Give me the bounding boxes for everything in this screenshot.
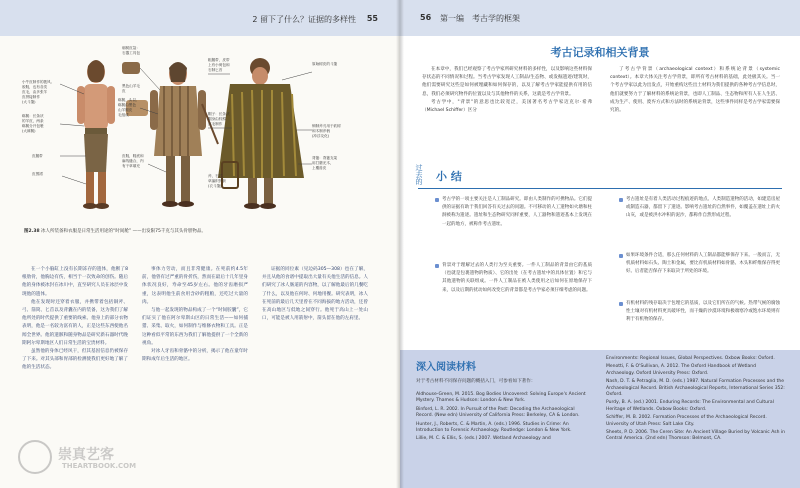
further-reading-box bbox=[400, 350, 800, 488]
reference-item: Binford, L. R. 2002. In Pursuit of the Past: Decoding the Archaeological Record. (New edn) University of California Press: Berkeley, CA & London. bbox=[416, 406, 580, 419]
summary-side-tag: 过去的 bbox=[415, 164, 423, 185]
reference-item: Purdy, B. A. (ed.) 2001. Enduring Records: The Environmental and Cultural Heritage of Wetlands. Oxbow Books: Oxford. bbox=[606, 400, 774, 412]
left-col1-para-3: 虽然他的身体已经风干，但其基因信息仍被保存了下来。对其头部和胃部的检测使我们更好地了解了他的生活状态。 bbox=[22, 349, 128, 371]
reference-item: Menotti, F. & O'Sullivan, A. 2012. The Oxford Handbook of Wetland Archaeology. Oxford University Press: Oxford. bbox=[606, 364, 756, 376]
summary-bullet-right-3: 有机材料的残存取决于包埋它的基质，以及它们所在的气候。热带气候的腐蚀性土壤对有机材料更具破坏性，而干燥的沙漠环境和极端寒冷或饱水环境则有利于有机物的保存。 bbox=[626, 300, 780, 325]
left-col3-para-1: 证据的同位素（见边码305—308）也在了解，并且从他的食谱中提取出大量有关他生活的信息。人们研究了冰人肠道的内容物，以了解他最后的几餐吃了什么，以及他在何时、何地用餐。研究表明，冰人在死前的最后几天里曾在不同海拔的地方活动，还曾在高山地区与低地之间穿行。他死于高山上一处山口，可能是被人用箭射中，箭头留在他的左肩里。 bbox=[262, 267, 368, 322]
summary-bullet-right-1: 考古遗址是有着人类活动过程痕迹的地点。人类制造遗物的活动，如建造房屋或制造石器，都留下了遗迹。影响考古遗址的自然事件，如覆盖在遗址上的火山灰，或是被洪水冲积的泥沙，都称作自然形成过程。 bbox=[626, 196, 780, 221]
left-col2-para-2: 与他一起发现的物品构成了一个“时间胶囊”，它们证实了他在阿尔卑斯山区的日常生活——如何捕猎、采集、取火，如何制作与维修衣物和工具。正是这种看似平常的东西为我们了解他提供了一个全新的视角。 bbox=[142, 308, 248, 346]
reference-item: Environments: Regional Issues, Global Perspectives. Oxbow Books: Oxford. bbox=[606, 356, 775, 361]
left-col2-para-3: 对冰人牙齿和骨骼中的分析，揭示了他在童年时期和成年后生活的地区。 bbox=[142, 349, 248, 363]
iceman-figure bbox=[22, 44, 372, 222]
right-col2-para-1: 了考古学背景（archaeological context）和系统论背景（systemic context）。本章大体关注考古学背景，即所有考古材料的基础，此处极其关。当一个考古学家以此为出发点，开始重构这些出土材料为我们提供的各种考古学信息时，他们就要努力于了解材料的系统论背景，也即人工制品、生态物和所有人在人生活、成为生产、使用、废弃方式和方法时的系统论背景，这些事件同样是考古学家需要探究的。 bbox=[610, 67, 780, 114]
reference-item: Schiffer, M. B. 2002. Formation Processes of the Archaeological Record. University of Utah Press: Salt Lake City. bbox=[606, 415, 767, 427]
left-header-text: 2 留下了什么？证据的多样性 bbox=[252, 15, 356, 24]
references-left-column bbox=[416, 392, 592, 445]
references-right-column bbox=[606, 356, 786, 445]
further-reading-intro: 对于考古材料不同保存问题的概括入门，可参看如下著作： bbox=[416, 379, 536, 384]
reference-item: Sheets, P. D. 2006. The Ceren Site: An Ancient Village Buried by Volcanic Ash in Central America. (2nd edn) Thomson: Belmont, CA. bbox=[606, 430, 786, 442]
left-page-header bbox=[0, 0, 400, 36]
figure-label-12: 原始树皮的斗篷 bbox=[312, 62, 338, 66]
left-body-column-1 bbox=[22, 266, 128, 373]
right-page-number: 56 bbox=[420, 13, 432, 22]
right-body-column-2 bbox=[610, 66, 780, 115]
left-col2-para-1: 事体力劳动，而且非常健康。在死前约4.5年前，他曾有过严重的骨折伤，然而在最后十几年里身体状况良好，寿命至45岁左右。他的牙齿磨损严重，这表明他生前食用含砂的粗粮，还吃过大量的肉。 bbox=[142, 267, 248, 305]
summary-title: 小 结 bbox=[436, 170, 462, 183]
figure-label-7: 绑腿、头以, 绑腿由黑色 山羊腿皮 毛组成 bbox=[118, 98, 138, 117]
figure-label-2: 绑腿：长条状 的羊皮，两条 绑腿分开包裹 (大裤腿) bbox=[22, 114, 44, 133]
figure-caption-text: 冰人所装备和衣服是日常生活用途的“时间舱” ——出发限75千克与其头骨胆物品。 bbox=[41, 229, 206, 234]
figure-label-9: 粗腰带，皮带 上有小荷包和 石制匕首 bbox=[208, 58, 230, 72]
figure-label-10: 帽子：长条状 帽身由棕熊 皮毛制作 bbox=[208, 112, 230, 126]
figure-label-6: 黑色山羊毛 皮 bbox=[122, 84, 140, 93]
figure-label-3: 皮腰带 bbox=[32, 154, 43, 158]
figure-label-13: 铜制斧刃用于砍树 和木制斧柄 (冲浮友化) bbox=[312, 124, 341, 138]
figure-label-1: 小牛皮制作的披风, 胶鞋，也有各类 皮毛，由多张羊 皮拼接制作 (大斗篷) bbox=[22, 80, 52, 104]
watermark-text: 崇真艺客 bbox=[58, 447, 114, 463]
section-title: 考古记录和相关背景 bbox=[550, 46, 650, 59]
right-body-column-1 bbox=[422, 66, 592, 115]
reference-item: Hunter, J., Roberts, C. & Martin, A. (eds.) 1996. Studies in Crime: An Introduction to Forensic Archaeology. Routledge: London & New York. bbox=[416, 421, 572, 434]
figure-label-11: 斧，石芯、 草编织护套 (衣斗篷) bbox=[208, 174, 226, 188]
summary-bullet-left-1: 考古学的一项主要关注是人工制品研究。即由人类制作的可携物品。它们提供的证据有助于我们回答有关过去的问题。不可移动的人工遗物如火塘和柱洞被称为遗迹。遗址和生态物研究同样重要，人工器物和遗迹基本上发现在一起的地方，被称作考古遗址。 bbox=[442, 196, 592, 229]
figure-caption bbox=[24, 228, 374, 234]
right-col1-para-1: 在本章中，我们已经观察了考古学家所研究材料的多样性，以及影响这些材料保存状态的不同情况和过程。当考古学家发现人工制品/生态物、或发掘遗迹/建筑时，他们需要研究这些是如何被埋藏和如何保存的，以及了解考古学家能提供有用的信息，我们必须研究物件的位置以及与其他物件的关系，这就是考古学背景。 bbox=[422, 67, 592, 97]
figure-label-4: 皮围裙 bbox=[32, 172, 43, 176]
reference-item: Lillie, M. C. & Ellis, S. (eds.) 2007. Wetland Archaeology and bbox=[416, 436, 551, 442]
right-col1-para-2: 考古学中，"背景"的意思也比较宽泛，美国著名考古学家迈克尔·希弗（Michael Schiffer）区分 bbox=[422, 99, 592, 114]
left-body-column-2 bbox=[142, 266, 248, 364]
figure-caption-number: 图2.38 bbox=[24, 229, 40, 234]
right-header-text: 第一编 考古学的框架 bbox=[440, 14, 520, 23]
figure-1-iceman-underclothes bbox=[77, 60, 115, 209]
reference-item: Nash, D. T. & Petraglia, M. D. (eds.) 1987. Natural Formation Processes and the Archaeological Record. British Archaeological Reports, International Series 352: Oxford. bbox=[606, 379, 785, 398]
book-gutter bbox=[396, 0, 404, 488]
reference-item: Aldhouse-Green, M. 2015. Bog Bodies Uncovered: Solving Europe's Ancient Mystery. Thames & Hudson: London & New York. bbox=[416, 392, 586, 404]
figure-label-14: 背篓：背篓支架 用打磨光木， 上覆兽皮 bbox=[312, 156, 338, 170]
left-col1-para-1: 在一个小脑缸上没有长期冻存的遗体，他断了8根肋骨，他胸边有伤，相当于一次致命的创伤。随后他的身体被冰封在冰川中，直至研究人员在冰层中发现他的遗体。 bbox=[22, 267, 128, 297]
watermark-logo-icon bbox=[18, 440, 52, 474]
further-reading-title: 深入阅读材料 bbox=[416, 362, 476, 373]
right-page-header bbox=[400, 0, 800, 36]
figure-label-8: 皮鞋，鞋底和 麻线缝合，内 有干草填充 bbox=[122, 154, 144, 168]
summary-bullet-left-2: 背景对于理解过去的人类行为至关重要。一件人工制品的背景由它的基质（也就是包裹遗物的物质）、它的出处（在考古遗址中的具体位置）和它与其他遗物的关联组成。一件人工制品在被人类使用之后如何在原地保存下来，以及后期的扰动如何改变它的背景都是考古学家必须仔细考虑的问题。 bbox=[442, 262, 592, 295]
left-page-number: 55 bbox=[366, 14, 378, 23]
watermark-subtext: THEARTBOOK.COM bbox=[62, 462, 137, 470]
summary-bullet-right-2: 如果环境条件合适，那么任何材料的人工制品都能够保存下来。一般而言，无机质材料如石头、陶土和金属，要比有机质材料如骨骼、木头和纤维保存得更好。后者能否保存下来取决于所处的环境。 bbox=[626, 252, 780, 277]
summary-divider bbox=[418, 188, 782, 189]
left-col1-para-2: 他在发现时还穿着衣服，并携带着包括铜斧、弓、箭筒、匕首以及背囊在内的装备，这为我们了解他所处的时代提供了重要的线索。他身上的部分衣物表明，他是一名较为富有的人，正是这些东西使他名闻全世界。他的遗骸和随身物品是研究新石器时代晚期阿尔卑斯地区人们日常生活的宝贵材料。 bbox=[22, 299, 128, 346]
figure-label-5: 朝树皮袋： 石器工具包 bbox=[122, 46, 140, 55]
left-body-column-3 bbox=[262, 266, 368, 323]
